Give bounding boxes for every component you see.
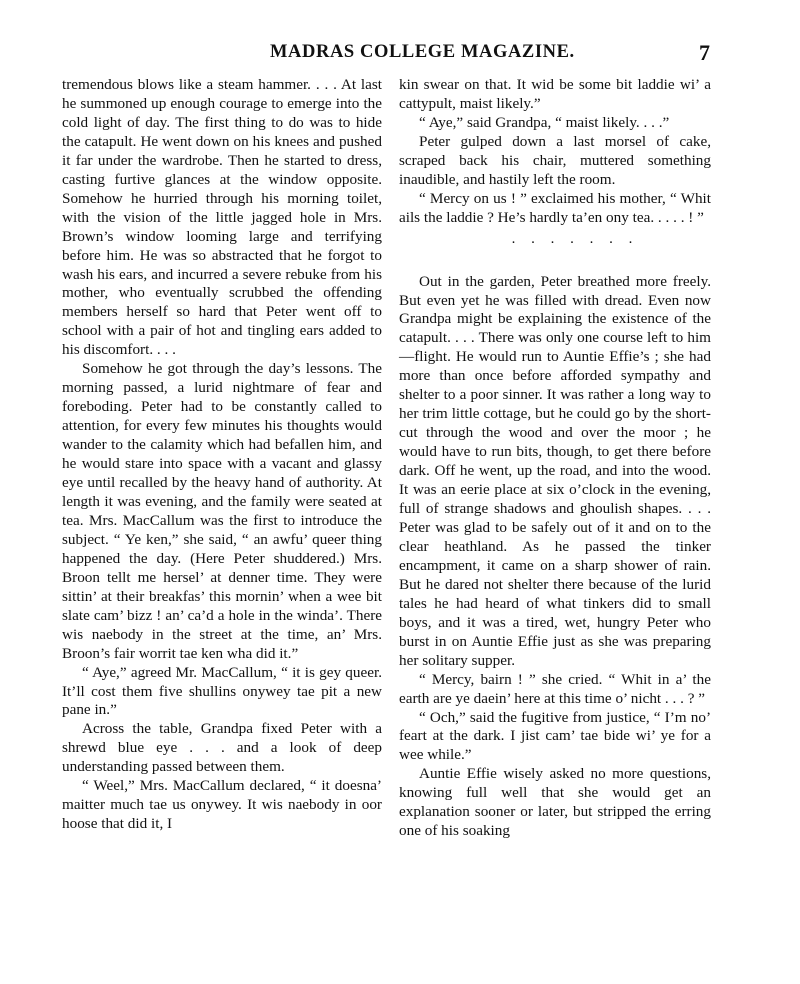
paragraph: kin swear on that. It wid be some bit laddie wi’ a cattypult, maist likely.” [399,76,711,112]
paragraph: “ Och,” said the fugitive from justice, “ I’m no’ feart at the dark. I jist cam’ tae bide wi’ ye for a wee while.” [399,708,711,764]
paragraph: Auntie Effie wisely asked no more questions, knowing full well that she would get an explanation sooner or later, but stripped the erring one of his soaking [399,765,711,840]
running-head [60,40,710,70]
paragraph: “ Aye,” agreed Mr. MacCallum, “ it is gey queer. It’ll cost them five shullins onywey tae pit a new pane in.” [62,663,382,719]
paragraph: Peter gulped down a last morsel of cake, scraped back his chair, muttered something inaudible, and hastily left the room. [399,132,711,188]
paragraph: Somehow he got through the day’s lessons. The morning passed, a lurid nightmare of fear and foreboding. Peter had to be constantly called to attention, for every few minutes his thoughts would wander to the calamity which had befallen him, and he would stare into space with a vacant and glassy eye until recalled by the heavy hand of authority. At length it was evening, and the family were seated at tea. Mrs. MacCallum was the first to introduce the subject. “ Ye ken,” she said, “ an awfu’ queer thing happened the day. (Here Peter shuddered.) Mrs. Broon tellt me hersel’ at denner time. They were sittin’ at their breakfas’ this mornin’ when a wee bit slate cam’ bizz ! an’ ca’d a hole in the winda’. There wis naebody in the street at the time, an’ Mrs. Broon’s fair worrit tae ken wha did it.” [62,360,382,662]
left-column [62,76,382,834]
right-column [399,76,711,841]
section-break: . . . . . . . [511,230,639,247]
paragraph: tremendous blows like a steam hammer. . . . At last he summoned up enough courage to emerge into the cold light of day. The first thing to do was to hide the catapult. He went down on his knees and pushed it far under the wardrobe. Then he started to dress, casting furtive glances at the window opposite. Somehow he hurried through his morning toilet, with the vision of the little jagged hole in Mrs. Brown’s window looming large and terrifying before him. He was so abstracted that he forgot to wash his ears, and incurred a severe rebuke from his mother, who eventually scrubbed the offending members herself so hard that Peter went off to school with a pair of hot and tingling ears added to his discomfort. . . . [62,76,382,359]
page-number: 7 [699,40,710,65]
paragraph: “ Aye,” said Grandpa, “ maist likely. . . .” [419,113,670,131]
paragraph: “ Mercy, bairn ! ” she cried. “ Whit in a’ the earth are ye daein’ here at this time o’ nicht . . . ? ” [399,670,711,707]
paragraph: Out in the garden, Peter breathed more freely. But even yet he was filled with dread. Even now Grandpa might be explaining the existence of the catapult. . . . There was only one course left to him—flight. He would run to Auntie Effie’s ; she had more than once before afforded sympathy and shelter to a poor sinner. It was rather a long way to her trim little cottage, but he could go by the short-cut through the wood and over the moor ; he would have to run bits, though, to get there before dark. Off he went, up the road, and into the wood. It was an eerie place at six o’clock in the evening, full of strange shadows and ghoulish shapes. . . . Peter was glad to be safely out of it and on to the clear heathland. As he passed the tinker encampment, it came on a sharp shower of rain. But he dared not shelter there because of the lurid tales he had heard of what tinkers did to small boys, and it was a tired, wet, hungry Peter who burst in on Auntie Effie just as she was preparing her solitary supper. [399,272,711,669]
paragraph: “ Mercy on us ! ” exclaimed his mother, “ Whit ails the laddie ? He’s hardly ta’en ony tea. . . . . ! ” [399,189,711,226]
journal-title: MADRAS COLLEGE MAGAZINE. [270,42,575,62]
paragraph: “ Weel,” Mrs. MacCallum declared, “ it doesna’ maitter much tae us onywey. It wis naebody in oor hoose that did it, I [62,777,382,833]
paragraph: Across the table, Grandpa fixed Peter with a shrewd blue eye . . . and a look of deep understanding passed between them. [62,720,382,776]
